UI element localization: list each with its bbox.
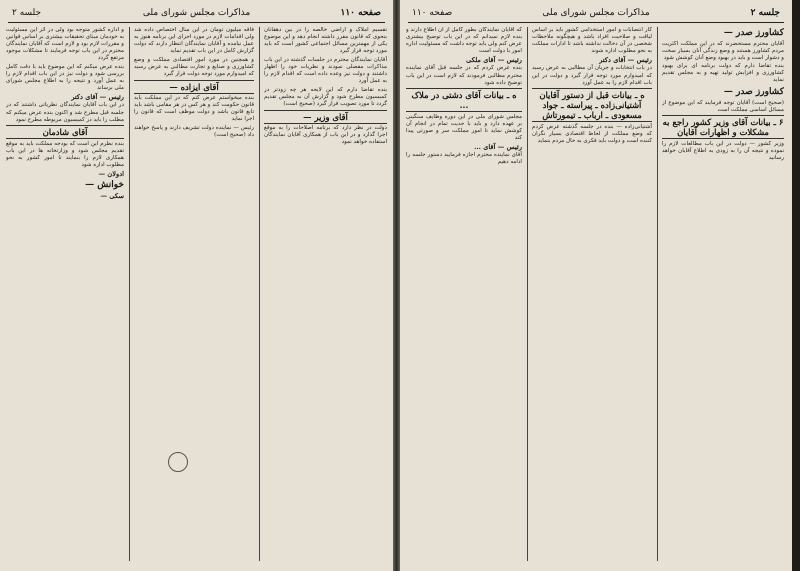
paragraph: مجلس شورای ملی در این دوره وظایف سنگینی بر عهده دارد و باید با جدیت تمام در انجام آن کوشش نماید تا امور مملکت سر و صورتی پیدا کند — [406, 113, 522, 142]
page-edge — [792, 0, 800, 571]
section-heading: ه ـ بیانات آقای دشتی در ملاک ... — [406, 88, 522, 112]
section-heading: آقای وزیر — — [264, 110, 387, 124]
left-col-2 — [134, 27, 254, 563]
library-stamp — [168, 452, 188, 472]
section-heading: ه ـ بیانات قبل از دستور آقایان آشتیانی‌زاده ـ پیراسته ـ جواد مسعودی ـ ارباب ـ تیمورتاش — [532, 88, 652, 122]
left-col-3 — [264, 27, 387, 563]
page-number: صفحه ۱۱۰ — [412, 8, 453, 18]
speaker-label: ادولان — — [98, 169, 124, 178]
session-number: جلسه ۲ — [750, 8, 780, 18]
paragraph: آقایان محترم مستحضرند که در این مملکت اکثریت مردم کشاورز هستند و وضع زندگی آنان بسیار سخت و دشوار است و باید در بهبود وضع آنان کوشش شود — [662, 40, 784, 61]
column-rule — [527, 27, 528, 561]
paragraph: بنده تقاضا دارم که این لایحه هر چه زودتر در کمیسیون مطرح شود و گزارش آن به مجلس تقدیم گردد تا مورد تصویب قرار گیرد (صحیح است) — [264, 86, 387, 107]
paragraph: بنده عرض میکنم که این موضوع باید با دقت کامل بررسی شود و دولت نیز در این باب اقدام لازم را به عمل آورد و نتیجه را به اطلاع مجلس شورای ملی برساند — [6, 63, 124, 92]
page-number: صفحه ۱۱۰ — [340, 8, 381, 18]
paragraph: آقای نماینده محترم اجازه فرمایید دستور جلسه را ادامه دهیم — [406, 152, 522, 166]
speaker-label: رئیس — آقای ملکی — [466, 55, 522, 64]
page-running-title: مذاکرات مجلس شورای ملی — [542, 8, 650, 18]
book-gutter — [393, 0, 400, 571]
right-page — [400, 0, 792, 571]
right-page-header — [408, 6, 784, 23]
paragraph: و همچنین در مورد امور اقتصادی مملکت و وضع کشاورزی و صنایع و تجارت مطالبی به عرض رسید که امیدوارم مورد توجه دولت قرار گیرد — [134, 56, 254, 78]
paragraph: آقایان نمایندگان محترم در جلسات گذشته در این باب مذاکرات مفصلی نمودند و نظریات خود را اظهار داشتند و دولت نیز وعده داده است که اقدام لازم را به عمل آورد — [264, 56, 387, 85]
paragraph: آشتیانی‌زاده — بنده در جلسه گذشته عرض کردم که وضع مملکت از لحاظ اقتصادی بسیار نگران کننده است و دولت باید فکری به حال مردم بنماید — [532, 123, 652, 144]
paragraph: بنده عرض کردم که در جلسه قبل آقای نماینده محترم مطالبی فرمودند که لازم است در این باب توضیح داده شود — [406, 65, 522, 86]
left-page-header — [8, 6, 385, 23]
section-heading: ۶ ـ بیانات آقای وزیر کشور راجع به مشکلات و اظهارات آقایان — [662, 117, 784, 138]
speaker-label: رئیس — آقای دکتر — [71, 92, 124, 101]
paragraph: فاقه میلیون تومان در این سال اختصاص داده شد ولی اقدامات لازم در مورد اجرای این برنامه هنوز به عمل نیامده و آقایان نمایندگان انتظار دارند که دولت گزارش کامل در این باب تقدیم نماید — [134, 27, 254, 55]
right-col-3 — [662, 27, 784, 563]
paragraph: کار انتصابات و امور استخدامی کشور باید بر اساس لیاقت و صلاحیت افراد باشد و هیچگونه ملاحظات شخصی در آن دخالت نداشته باشد تا ادارات مملکت به نحو مطلوب اداره شوند — [532, 27, 652, 55]
paragraph: در باب انتخابات و جریان آن مطالبی به عرض رسید که امیدوارم مورد توجه قرار گیرد و دولت در این باب اقدام لازم را به عمل آورد — [532, 65, 652, 86]
paragraph: بنده نظرم این است که بودجه مملکت باید به موقع تقدیم مجلس شود و وزارتخانه ها در این باب همکاری لازم را بنمایند تا امور کشور به نحو مطلوب اداره شود — [6, 140, 124, 168]
paragraph: تقسیم املاک و اراضی خالصه را در بین دهقانان بنحوی که قانون مقرر داشته انجام دهد و این موضوع یکی از مهمترین مسائل اجتماعی کشور است که باید مورد توجه قرار گیرد — [264, 27, 387, 55]
paragraph: (صحیح است) آقایان توجه فرمایند که این موضوع از مسائل اساسی مملکت است — [662, 99, 784, 113]
section-heading: آقای ایزاده — — [134, 80, 254, 94]
paragraph: بنده میخواستم عرض کنم که در این مملکت باید قانون حکومت کند و هر کس در هر مقامی باشد باید تابع قانون باشد و دولت موظف است که قانون را اجرا نماید — [134, 95, 254, 123]
speaker-heading: کشاورز صدر — — [723, 87, 784, 98]
column-rule — [657, 27, 658, 561]
page-running-title: مذاکرات مجلس شورای ملی — [142, 8, 251, 18]
speaker-label: سکی — — [100, 191, 124, 200]
paragraph: در این باب آقایان نمایندگان نظریاتی داشتند که در جلسه قبل مطرح شد و اکنون بنده عرض میکنم که مطلب را باید در کمیسیون مربوطه مطرح نمود — [6, 102, 124, 123]
left-page — [0, 0, 393, 571]
speaker-label: رئیس — آقای دکتر — [599, 55, 652, 64]
column-rule — [129, 27, 130, 561]
paragraph: که آقایان نمایندگان بطور کامل از آن اطلاع دارند و بنده لازم نمیدانم که در این باب توضیح بیشتری عرض کنم ولی باید توجه داشت که مسئولیت اداره امور با دولت است — [406, 27, 522, 55]
paragraph: وزیر کشور — دولت در این باب مطالعات لازم را نموده و نتیجه آن را به زودی به اطلاع آقایان خواهد رسانید — [662, 140, 784, 161]
left-col-1 — [6, 27, 124, 563]
paragraph: و اداره کشور متوجه بود ولی در اثر این مسئولیت به خودمان مبنای تحقیقات بیشتری بر اساس قوانین و مقررات لازم بود و لازم است که آقایان نمایندگان محترم در این باب توجه فرمایند تا مشکلات موجود مرتفع گردد — [6, 27, 124, 62]
right-col-2 — [532, 27, 652, 563]
right-col-1 — [406, 27, 522, 563]
paragraph: دولت در نظر دارد که برنامه اصلاحات را به موقع اجرا گذارد و در این باب از همکاری آقایان نمایندگان استفاده خواهد نمود — [264, 125, 387, 146]
paragraph: رئیس — نماینده دولت تشریف دارند و پاسخ خواهند داد (صحیح است) — [134, 125, 254, 139]
speaker-heading: کشاورز صدر — — [723, 28, 784, 38]
session-number: جلسه ۲ — [12, 8, 42, 18]
column-rule — [259, 27, 260, 561]
section-heading: آقای شادمان — [6, 125, 124, 139]
paragraph: بنده تقاضا دارم که دولت برنامه ای برای بهبود کشاورزی و افزایش تولید تهیه و به مجلس تقدیم نماید — [662, 63, 784, 84]
speaker-heading: خوانش — — [85, 180, 124, 191]
speaker-label: رئیس — آقای ... — [474, 142, 522, 151]
